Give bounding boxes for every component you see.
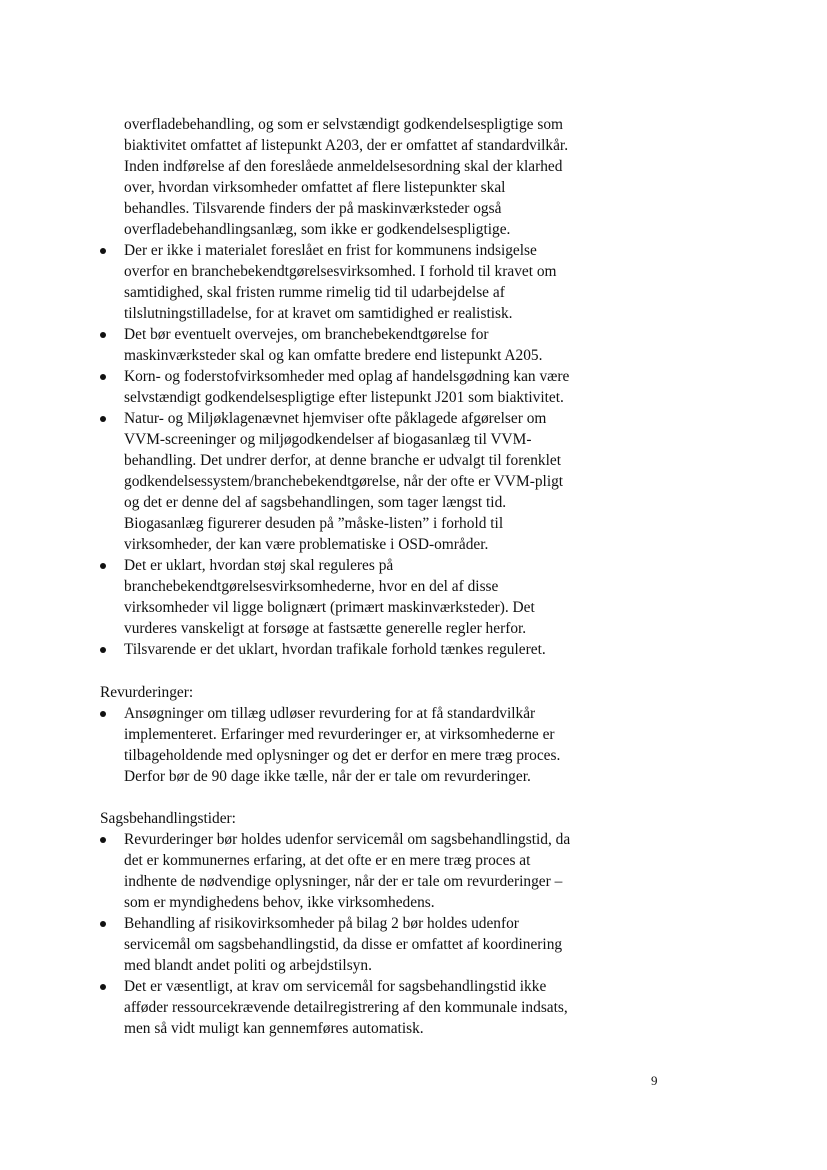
text-line: over, hvordan virksomheder omfattet af flere listepunkter skal [124, 179, 506, 196]
lead-paragraph [124, 114, 624, 240]
bullet-list-revurderinger [0, 703, 827, 787]
text-line: godkendelsessystem/branchebekendtgørelse, når der ofte er VVM-pligt [124, 473, 564, 490]
text-line: VVM-screeninger og miljøgodkendelser af biogasanlæg til VVM- [124, 431, 532, 448]
text-line: biaktivitet omfattet af listepunkt A203, der er omfattet af standardvilkår. [124, 137, 569, 154]
bullet-icon [100, 984, 106, 990]
text-line: indhente de nødvendige oplysninger, når der er tale om revurderinger – [124, 873, 563, 890]
text-line: Det er væsentligt, at krav om servicemål for sagsbehandlingstid ikke [124, 978, 547, 995]
text-line: overfladebehandlingsanlæg, som ikke er godkendelsespligtige. [124, 221, 511, 238]
bullet-icon [100, 332, 106, 338]
bullet-icon [100, 248, 106, 254]
text-line: virksomheder vil ligge bolignært (primært maskinværksteder). Det [124, 599, 535, 616]
bullet-list-general [0, 240, 827, 660]
text-line: behandling. Det undrer derfor, at denne branche er udvalgt til forenklet [124, 452, 561, 469]
text-line: det er kommunernes erfaring, at det ofte er en mere træg proces at [124, 852, 531, 869]
text-line: branchebekendtgørelsesvirksomhederne, hvor en del af disse [124, 578, 499, 595]
bullet-icon [100, 563, 106, 569]
text-line: Tilsvarende er det uklart, hvordan trafikale forhold tænkes reguleret. [124, 641, 546, 658]
text-line: med blandt andet politi og arbejdstilsyn. [124, 957, 372, 974]
section-heading-sagsbehandlingstider: Sagsbehandlingstider: [100, 810, 236, 827]
bullet-list-sagsbehandlingstider [0, 829, 827, 1039]
bullet-icon [100, 647, 106, 653]
text-line: afføder ressourcekrævende detailregistrering af den kommunale indsats, [124, 999, 568, 1016]
text-line: implementeret. Erfaringer med revurderinger er, at virksomhederne er [124, 726, 555, 743]
list-item [0, 829, 827, 913]
text-line: Derfor bør de 90 dage ikke tælle, når der er tale om revurderinger. [124, 768, 531, 785]
bullet-icon [100, 837, 106, 843]
text-line: Natur- og Miljøklagenævnet hjemviser ofte påklagede afgørelser om [124, 410, 547, 427]
list-item [0, 555, 827, 639]
text-line: vurderes vanskeligt at forsøge at fastsætte generelle regler herfor. [124, 620, 527, 637]
list-item [0, 408, 827, 555]
text-line: samtidighed, skal fristen rumme rimelig tid til udarbejdelse af [124, 284, 505, 301]
list-item [0, 639, 827, 660]
bullet-icon [100, 921, 106, 927]
text-line: Der er ikke i materialet foreslået en frist for kommunens indsigelse [124, 242, 537, 259]
text-line: overfor en branchebekendtgørelsesvirksomhed. I forhold til kravet om [124, 263, 557, 280]
list-item [0, 976, 827, 1039]
text-line: som er myndighedens behov, ikke virksomhedens. [124, 894, 435, 911]
list-item [0, 913, 827, 976]
list-item [0, 366, 827, 408]
text-line: Ansøgninger om tillæg udløser revurdering for at få standardvilkår [124, 705, 536, 722]
text-line: overfladebehandling, og som er selvstændigt godkendelsespligtige som [124, 116, 563, 133]
text-line: behandles. Tilsvarende finders der på maskinværksteder også [124, 200, 502, 217]
text-line: virksomheder, der kan være problematiske i OSD-områder. [124, 536, 489, 553]
section-heading-revurderinger: Revurderinger: [100, 684, 194, 701]
text-line: og det er denne del af sagsbehandlingen, som tager længst tid. [124, 494, 507, 511]
text-line: maskinværksteder skal og kan omfatte bredere end listepunkt A205. [124, 347, 543, 364]
bullet-icon [100, 711, 106, 717]
text-line: Korn- og foderstofvirksomheder med oplag af handelsgødning kan være [124, 368, 570, 385]
text-line: servicemål om sagsbehandlingstid, da disse er omfattet af koordinering [124, 936, 563, 953]
text-line: Revurderinger bør holdes udenfor servicemål om sagsbehandlingstid, da [124, 831, 571, 848]
text-line: Det bør eventuelt overvejes, om branchebekendtgørelse for [124, 326, 489, 343]
bullet-icon [100, 374, 106, 380]
text-line: Behandling af risikovirksomheder på bilag 2 bør holdes udenfor [124, 915, 519, 932]
page-number: 9 [651, 1073, 658, 1088]
text-line: tilbageholdende med oplysninger og det er derfor en mere træg proces. [124, 747, 561, 764]
list-item [0, 703, 827, 787]
list-item [0, 240, 827, 324]
text-line: Det er uklart, hvordan støj skal reguleres på [124, 557, 394, 574]
list-item [0, 324, 827, 366]
text-line: tilslutningstilladelse, for at kravet om samtidighed er realistisk. [124, 305, 513, 322]
bullet-icon [100, 416, 106, 422]
text-line: Biogasanlæg figurerer desuden på ”måske-listen” i forhold til [124, 515, 504, 532]
text-line: Inden indførelse af den foreslåede anmeldelsesordning skal der klarhed [124, 158, 563, 175]
text-line: men så vidt muligt kan gennemføres automatisk. [124, 1020, 424, 1037]
text-line: selvstændigt godkendelsespligtige efter listepunkt J201 som biaktivitet. [124, 389, 564, 406]
